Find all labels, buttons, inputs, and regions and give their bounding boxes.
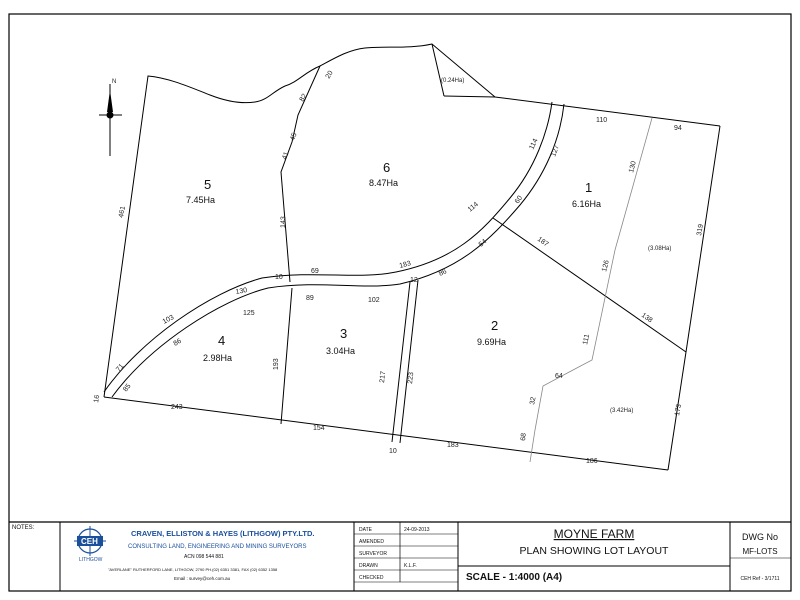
sheet-border	[9, 14, 791, 591]
dimension-label: 243	[171, 404, 183, 411]
lot-5-area: 7.45Ha	[186, 195, 216, 205]
dimension-label: 89	[306, 295, 314, 302]
dimension-label: 130	[628, 160, 638, 174]
dimension-label: 125	[243, 310, 255, 317]
lot-1-number: 1	[585, 180, 593, 195]
dimension-label: 110	[596, 117, 608, 124]
dimension-label: 183	[447, 442, 459, 449]
dimension-label: 20	[324, 69, 335, 80]
lot-5-number: 5	[204, 177, 212, 192]
dimension-label: 187	[535, 235, 550, 249]
dimension-label: 223	[407, 371, 416, 385]
lot-2-area: 9.69Ha	[477, 337, 507, 347]
dimension-label: 12	[410, 277, 418, 284]
lot-6-number: 6	[383, 160, 391, 175]
dimension-label: 154	[313, 425, 325, 432]
sub-area-label: (0.24Ha)	[441, 78, 465, 84]
ceh-reference: CEH Ref - 3/1711	[740, 576, 780, 582]
dimension-label: 217	[379, 370, 388, 384]
sub-area-label: (3.08Ha)	[648, 246, 672, 252]
dimension-label: 85	[122, 382, 133, 394]
field-drawn-label: DRAWN	[359, 563, 378, 569]
dimension-label: 94	[674, 125, 682, 132]
field-date-label: DATE	[359, 527, 372, 533]
lot-3-area: 3.04Ha	[326, 346, 356, 356]
dimension-label: 127	[550, 144, 561, 158]
dimension-label: 111	[582, 333, 592, 346]
dimension-label: 71	[115, 362, 126, 374]
dimension-label: 461	[118, 205, 127, 219]
lot-4-area: 2.98Ha	[203, 353, 233, 363]
lot-4-number: 4	[218, 333, 226, 348]
company-address: "AVERLANE" RUTHERFORD LANE, LITHGOW, 2790 PH.(02) 6351 3381, FAX (02) 6352 1358	[108, 567, 278, 572]
field-checked-label: CHECKED	[359, 575, 384, 581]
dimension-label: 68	[520, 432, 528, 442]
notes-label: NOTES:	[12, 525, 35, 531]
boundary-lines	[104, 44, 720, 470]
dimension-label: 82	[298, 92, 309, 103]
dimension-label: 54	[477, 238, 489, 249]
project-title: MOYNE FARM	[553, 527, 635, 541]
dwg-number: MF-LOTS	[742, 547, 778, 556]
lot-2-number: 2	[491, 318, 499, 333]
dimension-label: 10	[275, 274, 283, 281]
dwg-label: DWG No	[742, 532, 778, 542]
dimension-label: 86	[437, 268, 448, 278]
dimension-label: 114	[466, 200, 480, 214]
scale-label: SCALE - 1:4000 (A4)	[466, 572, 563, 583]
title-block	[9, 522, 791, 591]
lot-3-number: 3	[340, 326, 348, 341]
dimension-label: 183	[398, 260, 412, 270]
dimension-label: 10	[389, 448, 397, 455]
lot-6-area: 8.47Ha	[369, 178, 399, 188]
sub-area-label: (3.42Ha)	[610, 408, 634, 414]
company-subtitle: CONSULTING LAND, ENGINEERING AND MINING SURVEYORS	[128, 544, 307, 550]
dimension-label: 41	[281, 150, 291, 161]
dimension-label: 114	[528, 137, 540, 151]
dimension-label: 130	[235, 287, 248, 296]
company-name: CRAVEN, ELLISTON & HAYES (LITHGOW) PTY.LTD.	[131, 529, 315, 538]
access-road	[104, 102, 564, 443]
dimension-label: 319	[696, 223, 705, 237]
logo-sub: LITHGOW	[79, 557, 103, 563]
field-date-value: 24-09-2013	[404, 527, 430, 533]
dimension-label: 126	[601, 259, 611, 273]
field-amended-label: AMENDED	[359, 539, 385, 545]
north-label: N	[112, 79, 117, 85]
dimension-label: 138	[639, 311, 654, 325]
field-drawn-value: K.L.F.	[404, 563, 417, 569]
dimension-label: 193	[273, 358, 280, 370]
company-email: Email : survey@ceh.com.au	[174, 576, 231, 581]
dimension-label: 173	[674, 403, 683, 417]
plan-title: PLAN SHOWING LOT LAYOUT	[519, 545, 669, 557]
dimension-label: 32	[529, 396, 538, 406]
lot-1-area: 6.16Ha	[572, 199, 602, 209]
dimension-label: 45	[289, 131, 299, 142]
dimension-label: 64	[555, 373, 563, 380]
field-surveyor-label: SURVEYOR	[359, 551, 387, 557]
dimension-label: 143	[280, 216, 288, 229]
dimension-label: 16	[93, 394, 102, 404]
dimension-label: 69	[311, 268, 319, 275]
dimension-label: 60	[513, 194, 525, 206]
dimension-label: 103	[161, 314, 176, 326]
dimension-label: 186	[586, 458, 598, 465]
logo-text: CEH	[81, 537, 98, 546]
north-arrow-icon	[99, 84, 122, 156]
dimension-label: 102	[368, 297, 380, 304]
dimension-label: 86	[172, 337, 183, 348]
company-acn: ACN 098 544 881	[184, 554, 224, 560]
